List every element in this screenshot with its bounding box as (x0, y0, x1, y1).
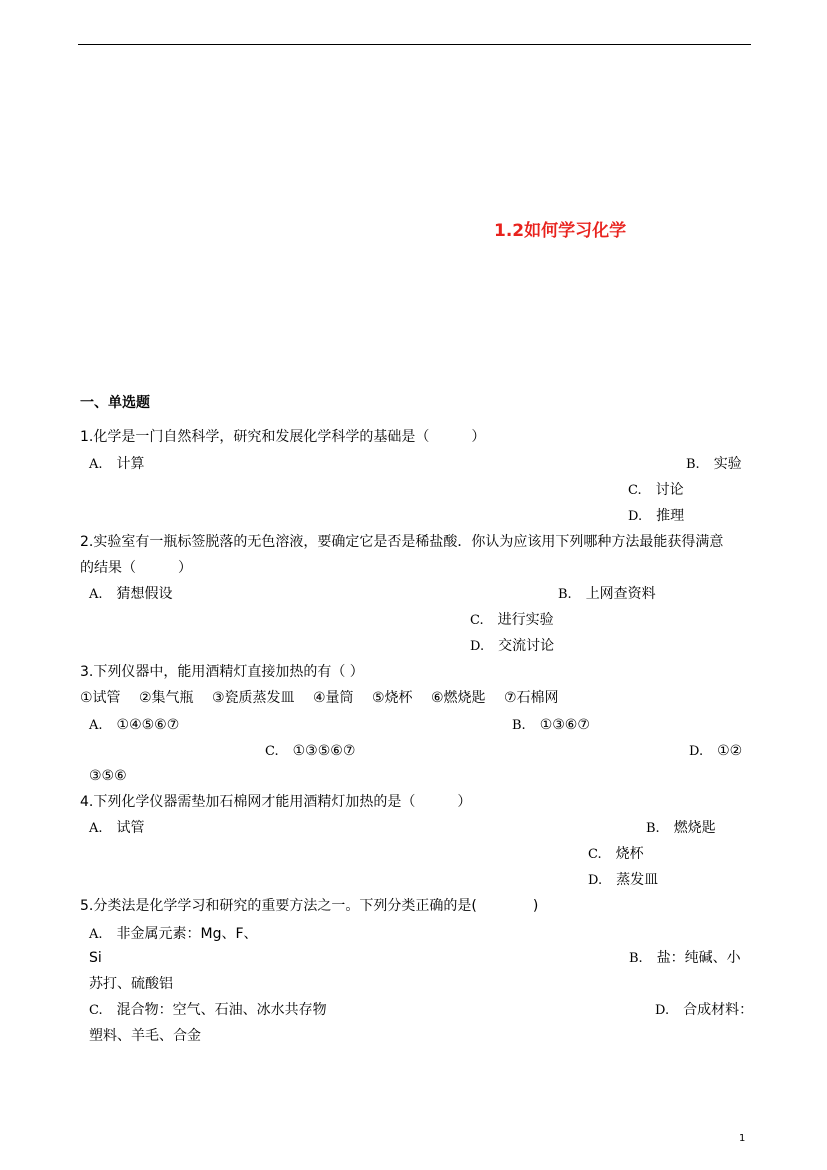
page-number: 1 (739, 1133, 746, 1144)
q3-option-a (89, 716, 179, 735)
q2-option-b (558, 585, 656, 604)
q5-option-d-continued: 塑料、羊毛、合金 (89, 1028, 201, 1044)
q5-option-d (655, 1001, 753, 1020)
q3-b-label: B. (512, 718, 526, 733)
q1-a-label: A. (89, 457, 103, 472)
q5-d-text: 合成材料： (683, 1002, 754, 1018)
q4-c-text: 烧杯 (615, 846, 644, 862)
q1-c-text: 讨论 (655, 482, 684, 498)
q1-d-text: 推理 (656, 508, 685, 524)
q2-d-text: 交流讨论 (498, 638, 555, 654)
q5-stem: 5.分类法是化学学习和研究的重要方法之一。下列分类正确的是( ) (80, 898, 539, 914)
q4-option-d (588, 871, 658, 890)
q2-b-text: 上网查资料 (585, 586, 656, 602)
q1-b-label: B. (686, 457, 700, 472)
q3-d-text: ①② (717, 743, 743, 759)
q5-option-a (89, 925, 258, 944)
q2-stem-line2: 的结果（ ） (80, 560, 192, 576)
q4-d-label: D. (588, 873, 603, 888)
q3-a-text: ①④⑤⑥⑦ (116, 717, 180, 733)
q1-option-a (89, 455, 145, 474)
q2-a-label: A. (89, 587, 103, 602)
q2-stem-line1: 2.实验室有一瓶标签脱落的无色溶液，要确定它是否是稀盐酸．你认为应该用下列哪种方法最能获得满意 (80, 534, 724, 550)
q1-option-d (628, 507, 684, 526)
q4-option-c (588, 845, 644, 864)
q2-b-label: B. (558, 587, 572, 602)
q2-c-label: C. (470, 613, 484, 628)
q3-items: ①试管 ②集气瓶 ③瓷质蒸发皿 ④量筒 ⑤烧杯 ⑥燃烧匙 ⑦石棉网 (80, 690, 559, 706)
q1-b-text: 实验 (713, 456, 742, 472)
q5-c-label: C. (89, 1003, 103, 1018)
q5-a-text: 非金属元素：Mg、F、 (116, 926, 258, 942)
q2-a-text: 猜想假设 (116, 586, 173, 602)
q5-b-text: 盐：纯碱、小 (656, 950, 741, 966)
q5-d-label: D. (655, 1003, 670, 1018)
page-title: 1.2如何学习化学 (494, 221, 627, 241)
q3-stem: 3.下列仪器中，能用酒精灯直接加热的有（ ） (80, 664, 364, 680)
q1-stem: 1.化学是一门自然科学，研究和发展化学科学的基础是（ ） (80, 429, 486, 445)
q5-option-a-continued: Si (89, 950, 102, 966)
q5-c-text: 混合物：空气、石油、冰水共存物 (116, 1002, 327, 1018)
q3-option-d (689, 742, 742, 761)
q3-option-b (512, 716, 590, 735)
q3-option-d-continued: ③⑤⑥ (89, 768, 127, 784)
q4-option-a (89, 819, 145, 838)
q3-a-label: A. (89, 718, 103, 733)
q5-option-b (629, 949, 741, 968)
q2-d-label: D. (470, 639, 485, 654)
q1-c-label: C. (628, 483, 642, 498)
q5-a-label: A. (89, 927, 103, 942)
q4-d-text: 蒸发皿 (616, 872, 659, 888)
q2-option-d (470, 637, 554, 656)
q5-option-c (89, 1001, 327, 1020)
section-heading: 一、单选题 (80, 395, 150, 411)
q2-c-text: 进行实验 (497, 612, 554, 628)
q4-b-label: B. (646, 821, 660, 836)
q3-c-label: C. (265, 744, 279, 759)
q2-option-c (470, 611, 554, 630)
q4-option-b (646, 819, 716, 838)
q5-option-b-continued: 苏打、硫酸铝 (89, 976, 173, 992)
q4-c-label: C. (588, 847, 602, 862)
q1-d-label: D. (628, 509, 643, 524)
q3-option-c (265, 742, 355, 761)
q2-option-a (89, 585, 173, 604)
q4-a-text: 试管 (116, 820, 145, 836)
q1-option-b (686, 455, 742, 474)
q3-b-text: ①③⑥⑦ (539, 717, 590, 733)
q4-a-label: A. (89, 821, 103, 836)
q1-option-c (628, 481, 684, 500)
q4-b-text: 燃烧匙 (673, 820, 716, 836)
q1-a-text: 计算 (116, 456, 145, 472)
header-rule (78, 44, 751, 45)
q4-stem: 4.下列化学仪器需垫加石棉网才能用酒精灯加热的是（ ） (80, 794, 472, 810)
q3-d-label: D. (689, 744, 704, 759)
q5-b-label: B. (629, 951, 643, 966)
q3-c-text: ①③⑤⑥⑦ (292, 743, 356, 759)
